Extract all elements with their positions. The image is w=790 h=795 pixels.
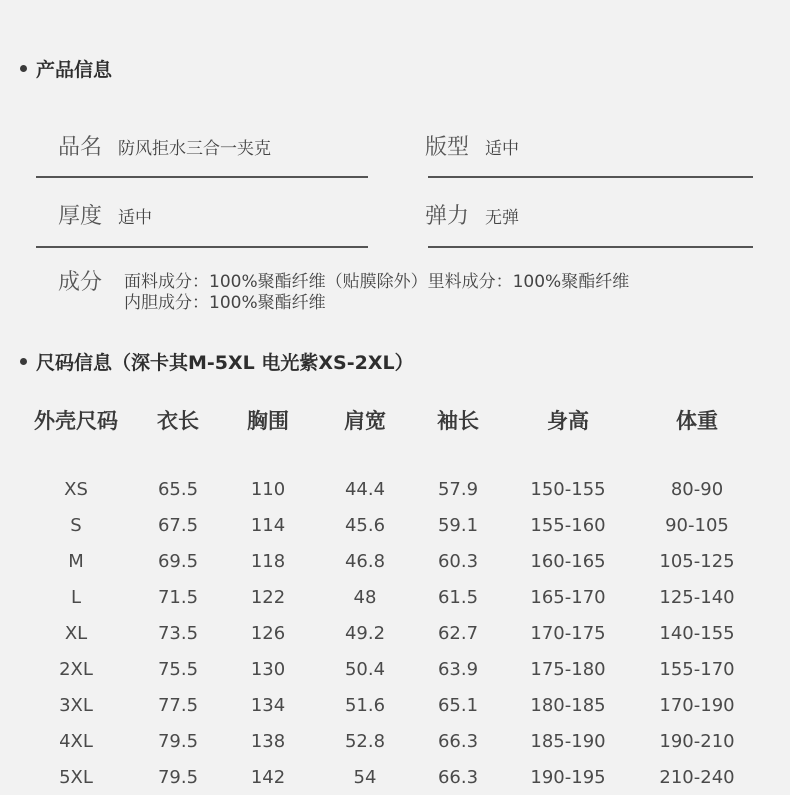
table-cell: 165-170	[530, 586, 606, 608]
name-label: 品名	[58, 135, 103, 160]
table-row	[20, 507, 756, 543]
table-cell: 155-160	[530, 514, 606, 536]
info-item-elasticity	[425, 199, 519, 230]
table-cell: 134	[250, 694, 286, 716]
composition-line-2: 内胆成分：100%聚酯纤维	[124, 293, 326, 313]
table-cell: 175-180	[530, 658, 606, 680]
divider	[428, 246, 753, 248]
table-cell: 210-240	[659, 766, 735, 788]
table-cell: M	[68, 550, 84, 572]
table-cell: 130	[250, 658, 286, 680]
product-info-heading	[20, 55, 112, 82]
table-cell: 105-125	[659, 550, 735, 572]
table-cell: 46.8	[344, 550, 386, 572]
table-row	[20, 471, 756, 507]
header-cell: 肩宽	[344, 409, 386, 433]
table-row	[20, 651, 756, 687]
table-cell: 2XL	[59, 658, 93, 680]
composition-text	[124, 272, 629, 314]
table-cell: 90-105	[665, 514, 729, 536]
info-item-fit	[425, 130, 519, 161]
table-cell: 118	[250, 550, 286, 572]
table-cell: 140-155	[659, 622, 735, 644]
table-row	[20, 723, 756, 759]
table-cell: 125-140	[659, 586, 735, 608]
table-cell: 126	[250, 622, 286, 644]
table-cell: 60.3	[437, 550, 479, 572]
bullet-icon	[20, 65, 27, 72]
info-item-thickness	[58, 199, 152, 230]
divider	[428, 176, 753, 178]
divider	[36, 176, 368, 178]
table-cell: 62.7	[437, 622, 479, 644]
header-cell: 胸围	[247, 409, 289, 433]
info-item-name	[58, 130, 271, 161]
table-cell: 54	[353, 766, 377, 788]
table-cell: 142	[250, 766, 286, 788]
header-cell: 外壳尺码	[34, 409, 118, 433]
table-header-row	[20, 405, 756, 449]
table-cell: 138	[250, 730, 286, 752]
table-cell: 190-210	[659, 730, 735, 752]
table-cell: 49.2	[344, 622, 386, 644]
table-cell: 61.5	[437, 586, 479, 608]
table-cell: 66.3	[437, 730, 479, 752]
table-cell: 75.5	[157, 658, 199, 680]
fit-value: 适中	[485, 139, 520, 159]
table-cell: 80-90	[670, 478, 724, 500]
table-cell: 45.6	[344, 514, 386, 536]
table-cell: 150-155	[530, 478, 606, 500]
table-cell: 110	[250, 478, 286, 500]
table-cell: 73.5	[157, 622, 199, 644]
elasticity-value: 无弹	[485, 208, 520, 228]
table-cell: 67.5	[157, 514, 199, 536]
table-row	[20, 615, 756, 651]
header-cell: 袖长	[437, 409, 479, 433]
table-cell: 50.4	[344, 658, 386, 680]
size-info-title: 尺码信息（深卡其M-5XL 电光紫XS-2XL）	[36, 352, 414, 374]
size-info-heading	[20, 348, 414, 375]
table-cell: XL	[64, 622, 88, 644]
bullet-icon	[20, 358, 27, 365]
table-row	[20, 759, 756, 795]
table-cell: 51.6	[344, 694, 386, 716]
table-row	[20, 579, 756, 615]
table-cell: 44.4	[344, 478, 386, 500]
table-cell: 114	[250, 514, 286, 536]
table-cell: S	[70, 514, 82, 536]
table-cell: 180-185	[530, 694, 606, 716]
divider	[36, 246, 368, 248]
table-row	[20, 543, 756, 579]
table-cell: 3XL	[59, 694, 93, 716]
table-row	[20, 687, 756, 723]
table-cell: 52.8	[344, 730, 386, 752]
table-cell: 77.5	[157, 694, 199, 716]
header-cell: 衣长	[157, 409, 199, 433]
table-cell: 4XL	[59, 730, 93, 752]
table-cell: 79.5	[157, 730, 199, 752]
table-cell: 122	[250, 586, 286, 608]
thickness-value: 适中	[118, 208, 153, 228]
header-cell: 身高	[547, 409, 589, 433]
table-cell: 185-190	[530, 730, 606, 752]
composition-line-1: 面料成分：100%聚酯纤维（贴膜除外）里料成分：100%聚酯纤维	[124, 272, 630, 292]
table-cell: 57.9	[437, 478, 479, 500]
table-cell: 69.5	[157, 550, 199, 572]
table-cell: L	[70, 586, 82, 608]
table-cell: 170-175	[530, 622, 606, 644]
table-cell: 48	[353, 586, 377, 608]
thickness-label: 厚度	[58, 204, 103, 229]
table-cell: 66.3	[437, 766, 479, 788]
table-cell: 190-195	[530, 766, 606, 788]
table-cell: 59.1	[437, 514, 479, 536]
table-cell: 155-170	[659, 658, 735, 680]
elasticity-label: 弹力	[425, 204, 470, 229]
name-value: 防风拒水三合一夹克	[118, 139, 272, 159]
table-cell: 65.1	[437, 694, 479, 716]
size-table	[20, 405, 756, 795]
header-cell: 体重	[676, 409, 718, 433]
table-cell: 65.5	[157, 478, 199, 500]
table-cell: 160-165	[530, 550, 606, 572]
composition-label: 成分	[58, 270, 103, 295]
table-cell: XS	[64, 478, 88, 500]
table-cell: 71.5	[157, 586, 199, 608]
fit-label: 版型	[425, 135, 470, 160]
product-info-title: 产品信息	[36, 59, 113, 81]
table-cell: 5XL	[59, 766, 93, 788]
table-cell: 79.5	[157, 766, 199, 788]
table-cell: 170-190	[659, 694, 735, 716]
table-cell: 63.9	[437, 658, 479, 680]
